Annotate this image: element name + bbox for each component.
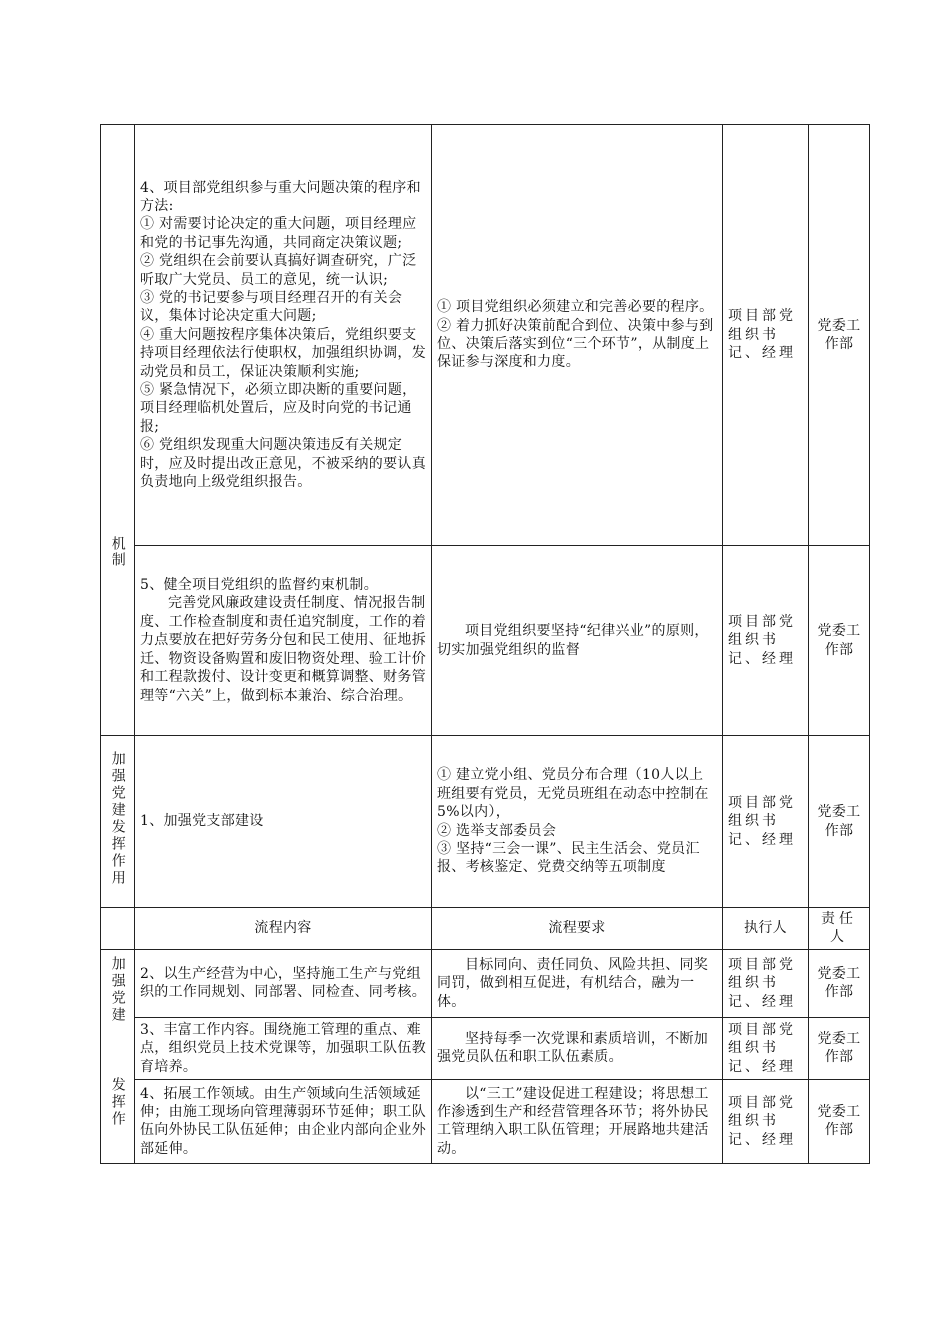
table-row xyxy=(101,1079,870,1163)
responsible-cell xyxy=(809,1017,870,1079)
requirement-text: 目标同向、责任同负、风险共担、同奖同罚，做到相互促进，有机结合，融为一体。 xyxy=(437,956,709,1010)
requirement-cell xyxy=(432,546,723,736)
table-row xyxy=(101,1017,870,1079)
executor-text: 项目部党组织书记、经理 xyxy=(728,613,796,667)
executor-cell xyxy=(723,949,809,1017)
requirement-text: 以“三工”建设促进工程建设；将思想工作渗透到生产和经营管理各环节；将外协民工管理纳入职工队伍管理；开展路地共建活动。 xyxy=(437,1085,709,1157)
responsible-cell xyxy=(809,1079,870,1163)
content-line: ③ 党的书记要参与项目经理召开的有关会议，集体讨论决定重大问题; xyxy=(140,289,403,325)
requirement-text: 项目党组织要坚持“纪律兴业”的原则，切实加强党组织的监督 xyxy=(437,623,709,658)
responsible-cell xyxy=(809,546,870,736)
content-title: 5、健全项目党组织的监督约束机制。 xyxy=(140,577,379,594)
content-line: 4、项目部党组织参与重大问题决策的程序和方法: xyxy=(140,179,421,214)
table-row xyxy=(101,546,870,736)
requirement-text: 坚持每季一次党课和素质培训，不断加强党员队伍和职工队伍素质。 xyxy=(437,1030,709,1066)
responsible-cell xyxy=(809,949,870,1017)
content-cell xyxy=(135,125,432,546)
table-header-row xyxy=(101,908,870,950)
category-cell-jizhi xyxy=(101,125,135,736)
category-label: 加强党建发挥作用 xyxy=(109,750,126,887)
executor-text: 项目部党组织书记、经理 xyxy=(728,794,796,848)
responsible-text: 党委工作部 xyxy=(817,804,861,839)
table-row xyxy=(101,736,870,908)
content-cell xyxy=(135,1017,432,1079)
requirement-cell xyxy=(432,1017,723,1079)
requirement-line: ② 着力抓好决策前配合到位、决策中参与到位、决策后落实到位“三个环节”，从制度上保证参与深度和力度。 xyxy=(437,317,714,371)
requirement-line: ① 项目党组织必须建立和完善必要的程序。 xyxy=(437,299,714,316)
responsible-text: 党委工作部 xyxy=(817,1103,861,1139)
content-text: 4、拓展工作领域。由生产领域向生活领域延伸；由施工现场向管理薄弱环节延伸；职工队伍向外协民工队伍延伸；由企业内部向企业外部延伸。 xyxy=(140,1085,426,1157)
content-line: ② 党组织在会前要认真搞好调查研究，广泛听取广大党员、员工的意见，统一认识; xyxy=(140,253,417,288)
header-executor: 执行人 xyxy=(723,908,809,950)
content-cell xyxy=(135,1079,432,1163)
executor-text: 项目部党组织书记、经理 xyxy=(728,1094,796,1148)
content-cell xyxy=(135,736,432,908)
process-table xyxy=(100,124,870,1164)
header-responsible: 责任人 xyxy=(809,908,870,950)
executor-cell xyxy=(723,736,809,908)
header-blank xyxy=(101,908,135,950)
responsible-text: 党委工作部 xyxy=(817,1030,861,1066)
responsible-text: 党委工作部 xyxy=(817,965,861,1001)
category-label-bottom: 发挥作 xyxy=(109,1077,126,1129)
header-requirement: 流程要求 xyxy=(432,908,723,950)
content-text: 2、以生产经营为中心，坚持施工生产与党组织的工作同规划、同部署、同检查、同考核。 xyxy=(140,965,426,1001)
executor-text: 项目部党组织书记、经理 xyxy=(728,1021,796,1075)
content-text: 3、丰富工作内容。围绕施工管理的重点、难点，组织党员上技术党课等，加强职工队伍教育培养。 xyxy=(140,1021,426,1075)
content-cell xyxy=(135,949,432,1017)
responsible-text: 党委工作部 xyxy=(817,623,861,658)
requirement-cell xyxy=(432,949,723,1017)
category-cell-bottom xyxy=(101,949,135,1163)
executor-cell xyxy=(723,546,809,736)
content-line: ⑥ 党组织发现重大问题决策违反有关规定时，应及时提出改正意见，不被采纳的要认真负责地向上级党组织报告。 xyxy=(140,437,426,491)
content-body: 完善党风廉政建设责任制度、情况报告制度、工作检查制度和责任追究制度，工作的着力点要放在把好劳务分包和民工使用、征地拆迁、物资设备购置和废旧物资处理、验工计价和工程款拨付、设计变更和概算调整、财务管理等“六关”上，做到标本兼治、综合治理。 xyxy=(140,595,426,704)
requirement-line: ② 选举支部委员会 xyxy=(437,822,557,839)
executor-text: 项目部党组织书记、经理 xyxy=(728,308,796,362)
content-text: 1、加强党支部建设 xyxy=(140,813,264,830)
content-line: ④ 重大问题按程序集体决策后，党组织要支持项目经理依法行使职权，加强组织协调，发动党员和员工，保证决策顺利实施; xyxy=(140,326,426,380)
responsible-cell xyxy=(809,736,870,908)
responsible-text: 党委工作部 xyxy=(817,317,861,352)
executor-cell xyxy=(723,125,809,546)
category-cell-jiaqiang xyxy=(101,736,135,908)
responsible-cell xyxy=(809,125,870,546)
requirement-cell xyxy=(432,736,723,908)
executor-text: 项目部党组织书记、经理 xyxy=(728,956,796,1010)
category-label-top: 加强党建 xyxy=(109,955,126,1024)
requirement-cell xyxy=(432,1079,723,1163)
table-row xyxy=(101,125,870,546)
content-cell xyxy=(135,546,432,736)
executor-cell xyxy=(723,1079,809,1163)
content-line: ⑤ 紧急情况下，必须立即决断的重要问题，项目经理临机处置后，应及时向党的书记通报; xyxy=(140,382,417,435)
category-label: 机制 xyxy=(109,536,126,569)
executor-cell xyxy=(723,1017,809,1079)
requirement-cell xyxy=(432,125,723,546)
content-line: ① 对需要讨论决定的重大问题，项目经理应和党的书记事先沟通，共同商定决策议题; xyxy=(140,216,417,251)
header-content: 流程内容 xyxy=(135,908,432,950)
requirement-line: ③ 坚持“三会一课”、民主生活会、党员汇报、考核鉴定、党费交纳等五项制度 xyxy=(437,840,700,876)
table-row xyxy=(101,949,870,1017)
requirement-line: ① 建立党小组、党员分布合理（10人以上班组要有党员，无党员班组在动态中控制在5%以内）， xyxy=(437,767,709,821)
